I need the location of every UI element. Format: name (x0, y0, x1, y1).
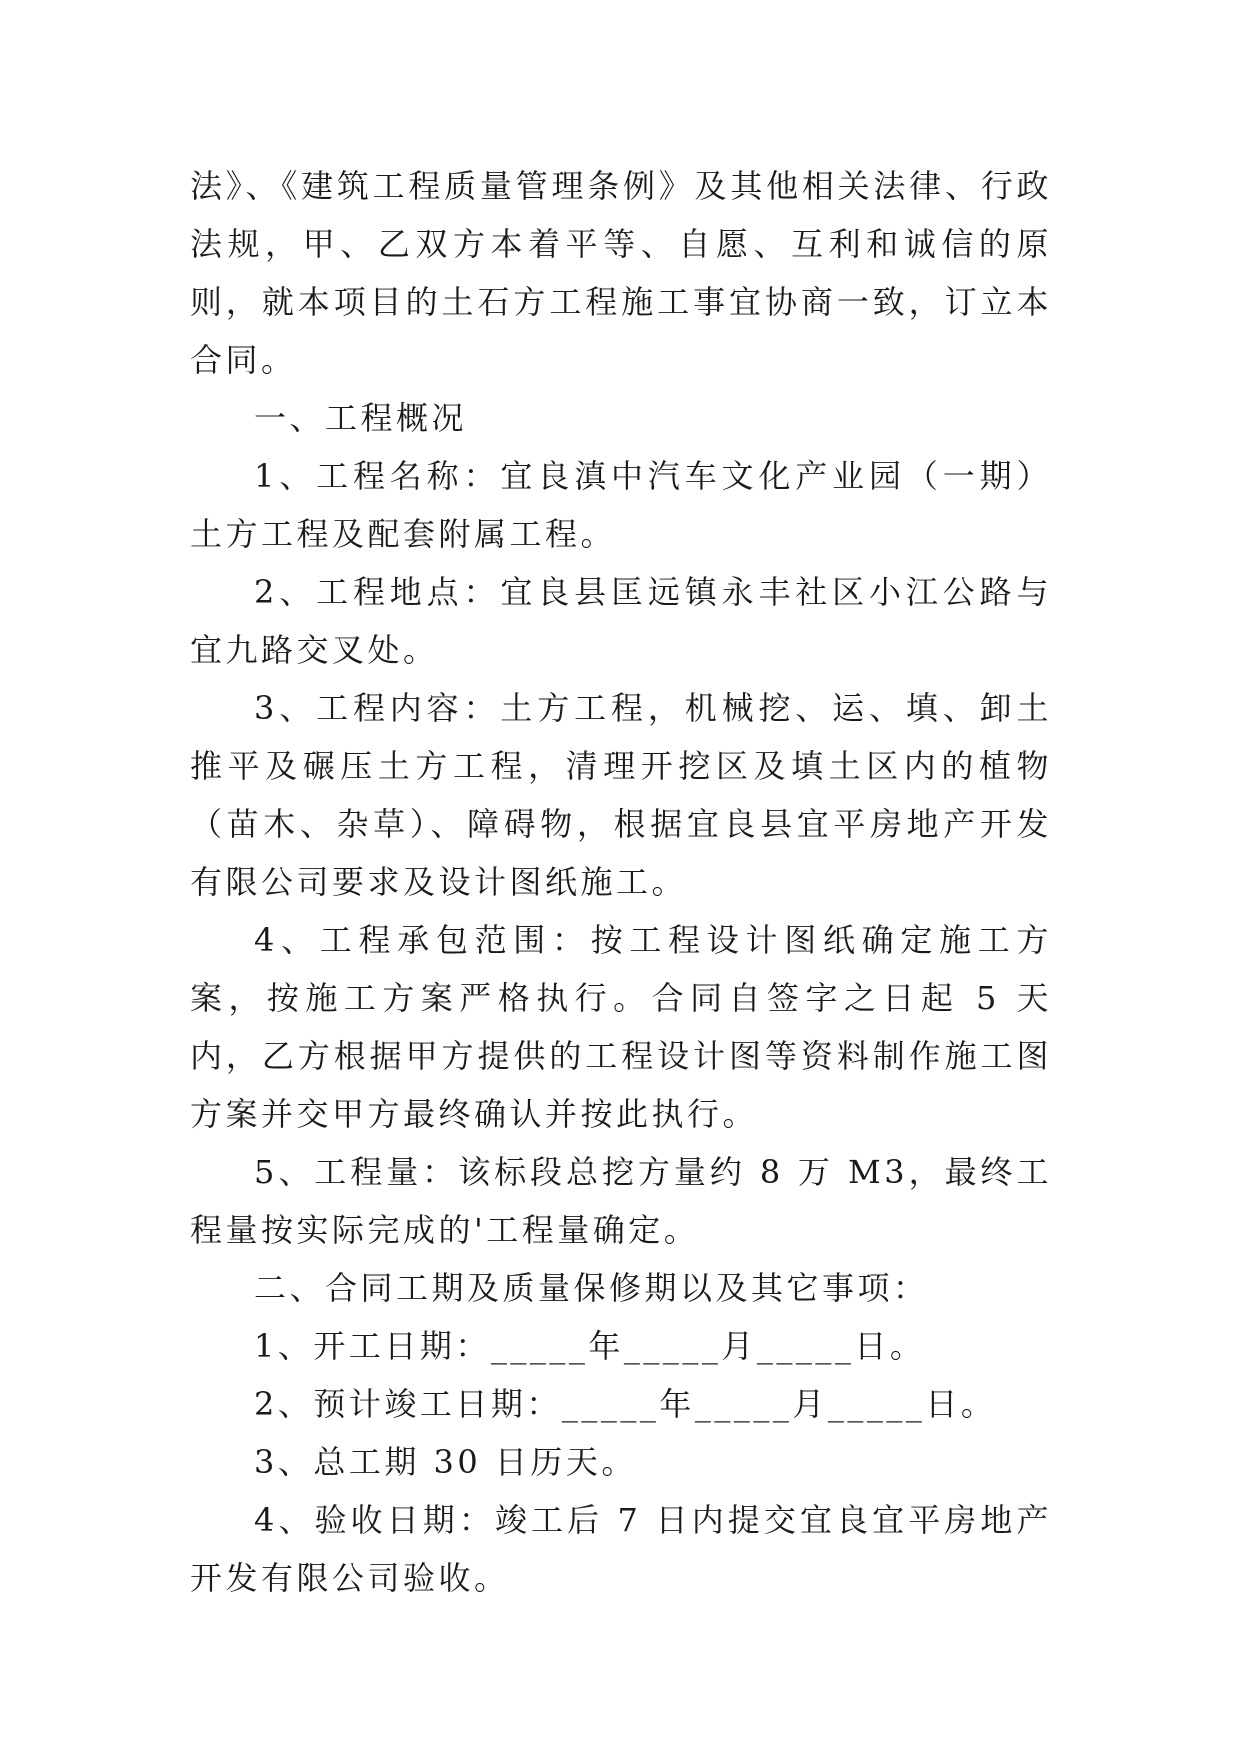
paragraph-start-date: 1、开工日期：_____年_____月_____日。 (254, 1327, 926, 1365)
paragraph-preamble: 法》、《建筑工程质量管理条例》及其他相关法律、行政法规，甲、乙双方本着平等、自愿、互利和诚信的原则，就本项目的土石方工程施工事宜协商一致，订立本合同。 (190, 167, 1052, 379)
paragraph-total-duration: 3、总工期 30 日历天。 (254, 1443, 637, 1481)
section-heading-project-overview: 一、工程概况 (254, 399, 468, 437)
section-heading-schedule: 二、合同工期及质量保修期以及其它事项： (254, 1269, 929, 1307)
paragraph-project-location: 2、工程地点：宜良县匡远镇永丰社区小江公路与宜九路交叉处。 (190, 573, 1052, 669)
paragraph-project-name: 1、工程名称：宜良滇中汽车文化产业园（一期）土方工程及配套附属工程。 (190, 457, 1052, 553)
paragraph-contract-scope: 4、工程承包范围：按工程设计图纸确定施工方案，按施工方案严格执行。合同自签字之日起 5 天内，乙方根据甲方提供的工程设计图等资料制作施工图方案并交甲方最终确认并按此执行。 (190, 921, 1052, 1133)
paragraph-project-content: 3、工程内容：土方工程，机械挖、运、填、卸土推平及碾压土方工程，清理开挖区及填土区内的植物（苗木、杂草）、障碍物，根据宜良县宜平房地产开发有限公司要求及设计图纸施工。 (190, 689, 1052, 901)
document-body (190, 157, 1052, 1607)
paragraph-quantity: 5、工程量：该标段总挖方量约 8 万 M3，最终工程量按实际完成的'工程量确定。 (190, 1153, 1052, 1249)
paragraph-completion-date: 2、预计竣工日期：_____年_____月_____日。 (254, 1385, 997, 1423)
paragraph-acceptance-date: 4、验收日期：竣工后 7 日内提交宜良宜平房地产开发有限公司验收。 (190, 1501, 1052, 1597)
